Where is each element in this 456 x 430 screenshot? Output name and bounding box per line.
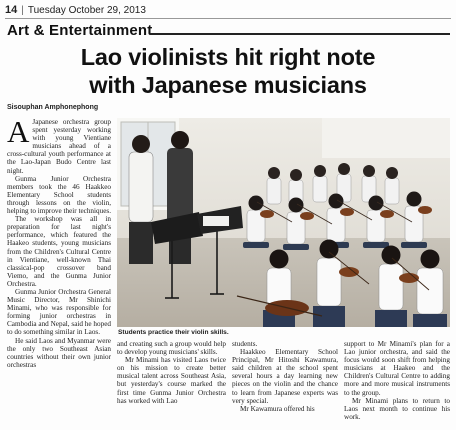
paragraph: The workshop was all in preparation for last night's performance, which featured the Haakeo students, young musicians from the Children's Cultural Centre in Vientiane, well-known Thai classical-pop crossover band Viemo, and the Gunma Junior Orchestra.	[7, 215, 111, 288]
paragraph: Mr Kawamura offered his	[240, 404, 315, 413]
paragraph: He said Laos and Myanmar were the only two Southeast Asian countries without their own junior orchestras	[7, 336, 111, 369]
headline-line-1: Lao violinists hit right note	[80, 44, 376, 70]
paragraph: support to Mr Minami's plan for a Lao junior orchestra, and said the focus would soon shift from helping musicians at Haakeo and the Children's Cultural Centre to adding more and more musical instruments to the group.	[344, 340, 450, 397]
photo-illustration	[117, 118, 450, 327]
issue-date: Tuesday October 29, 2013	[27, 4, 146, 16]
article-column-4	[344, 340, 450, 421]
article-column-3	[232, 340, 338, 413]
photo-caption: Students practice their violin skills.	[118, 329, 229, 336]
folio	[5, 3, 146, 17]
paragraph: and creating such a group would help to develop young musicians' skills.	[117, 340, 226, 357]
section-rule	[150, 33, 450, 35]
article-photo	[117, 118, 450, 327]
folio-separator: |	[21, 4, 24, 16]
drop-cap: A	[7, 114, 30, 149]
article-column-1	[7, 114, 111, 369]
paragraph: Mr Minami has visited Laos twice on his mission to create better musical talent across Southeast Asia, but yesterday's course marked the first time Gunma Junior Orchestra has worked with Lao	[117, 356, 226, 405]
paragraph: Gunma Junior Orchestra General Music Director, Mr Shinichi Minami, who was responsible for forming junior orchestras in Cambodia and Nepal, said he hoped to do something similar in Laos.	[7, 287, 111, 337]
paragraph: Haakkeo Elementary School Principal, Mr Hitoshi Kawamura, said children at the school spent several hours a day learning new pieces on the violin and the chance to learn from Japanese experts was very special.	[232, 348, 338, 405]
paragraph: Mr Minami plans to return to Laos next month to continue his work.	[344, 396, 450, 421]
paragraph: Gunma Junior Orchestra members took the 46 Haakkeo Elementary School students through lessons on the violin, helping to improve their techniques.	[7, 174, 111, 216]
article-column-2	[117, 340, 226, 405]
folio-rule	[5, 18, 451, 19]
paragraph: students.	[232, 340, 258, 348]
section-heading: Art & Entertainment	[7, 22, 153, 39]
page-number: 14	[5, 4, 18, 16]
paragraph-text: Japanese orchestra group spent yesterday working with young Vientiane musicians ahead of a cross-cultural youth performance at the Lao-Japan Budo Centre last night.	[7, 118, 111, 175]
byline: Sisouphan Amphonephong	[7, 104, 99, 111]
lead-paragraph	[7, 114, 111, 175]
headline-line-2: with Japanese musicians	[89, 72, 367, 98]
